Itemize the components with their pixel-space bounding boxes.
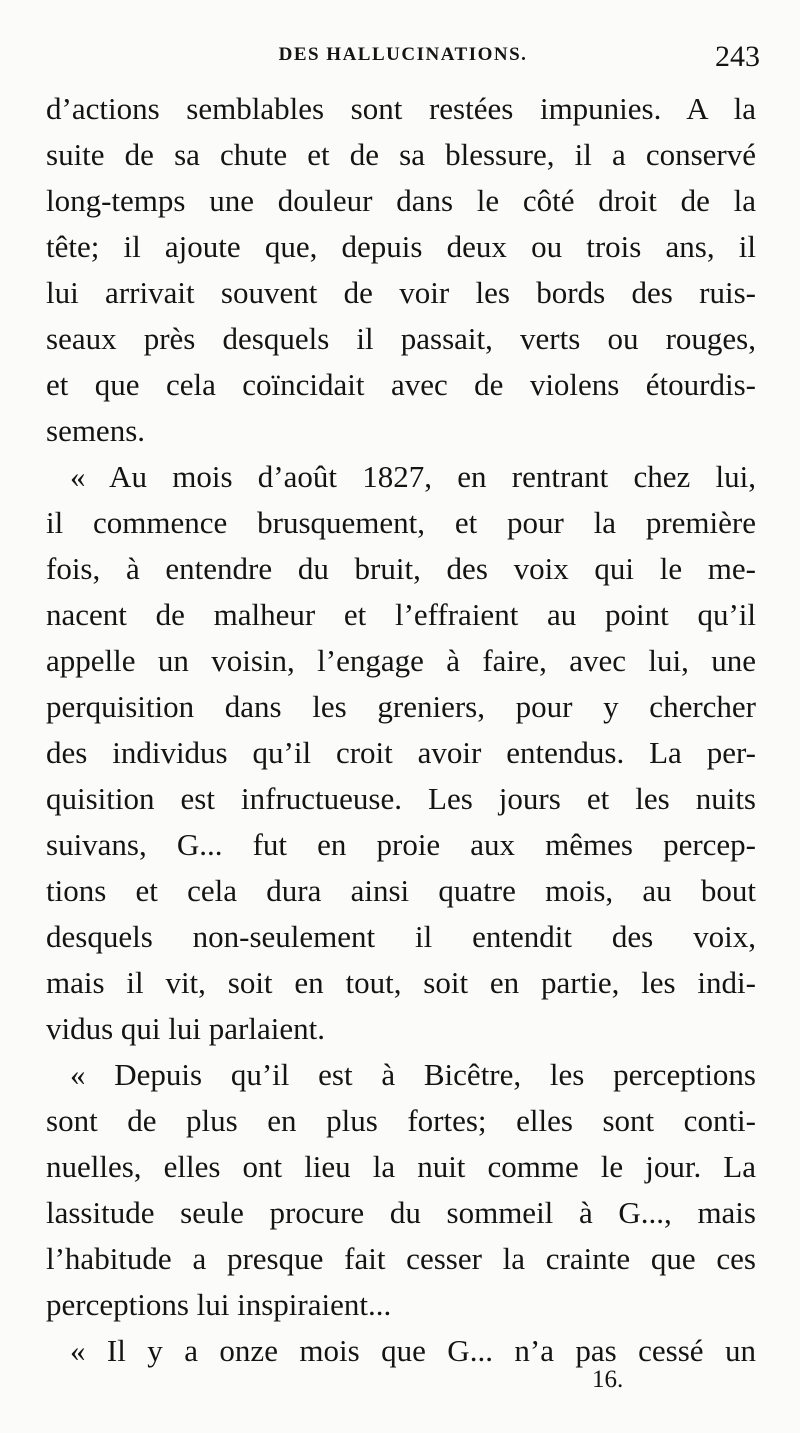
paragraph-start-line: « Au mois d’août 1827, en rentrant chez lui, [70,459,756,494]
text-line: nacent de malheur et l’effraient au point qu’il [46,597,756,632]
page-number: 243 [715,40,760,73]
text-line: vidus qui lui parlaient. [46,1011,325,1046]
text-line: nuelles, elles ont lieu la nuit comme le jour. La [46,1149,756,1184]
text-line: et que cela coïncidait avec de violens étourdis- [46,367,756,402]
text-line: suivans, G... fut en proie aux mêmes percep- [46,827,756,862]
text-line: sont de plus en plus fortes; elles sont conti- [46,1103,756,1138]
text-line: perquisition dans les greniers, pour y chercher [46,689,756,724]
page-header [46,40,760,80]
text-line: fois, à entendre du bruit, des voix qui le me- [46,551,756,586]
paragraph-start-line: « Depuis qu’il est à Bicêtre, les perceptions [70,1057,756,1092]
text-line: seaux près desquels il passait, verts ou rouges, [46,321,756,356]
paragraph-start-line: « Il y a onze mois que G... n’a pas cessé un [70,1333,756,1368]
text-line: long-temps une douleur dans le côté droit de la [46,183,756,218]
text-line: desquels non-seulement il entendit des voix, [46,919,756,954]
text-line: lui arrivait souvent de voir les bords des ruis- [46,275,756,310]
text-line: mais il vit, soit en tout, soit en partie, les indi- [46,965,756,1000]
text-line: quisition est infructueuse. Les jours et les nuits [46,781,756,816]
text-line: d’actions semblables sont restées impunies. A la [46,91,756,126]
text-line: appelle un voisin, l’engage à faire, avec lui, une [46,643,756,678]
text-line: lassitude seule procure du sommeil à G..., mais [46,1195,756,1230]
text-line: suite de sa chute et de sa blessure, il a conservé [46,137,756,172]
text-line: perceptions lui inspiraient... [46,1287,392,1322]
text-line: tête; il ajoute que, depuis deux ou trois ans, il [46,229,756,264]
text-line: des individus qu’il croit avoir entendus. La per- [46,735,756,770]
text-line: l’habitude a presque fait cesser la crainte que ces [46,1241,756,1276]
text-line: semens. [46,413,146,448]
text-line: il commence brusquement, et pour la première [46,505,756,540]
signature-mark: 16. [592,1366,624,1393]
text-line: tions et cela dura ainsi quatre mois, au bout [46,873,756,908]
body-text [46,86,756,1374]
running-head: DES HALLUCINATIONS. [278,44,528,65]
